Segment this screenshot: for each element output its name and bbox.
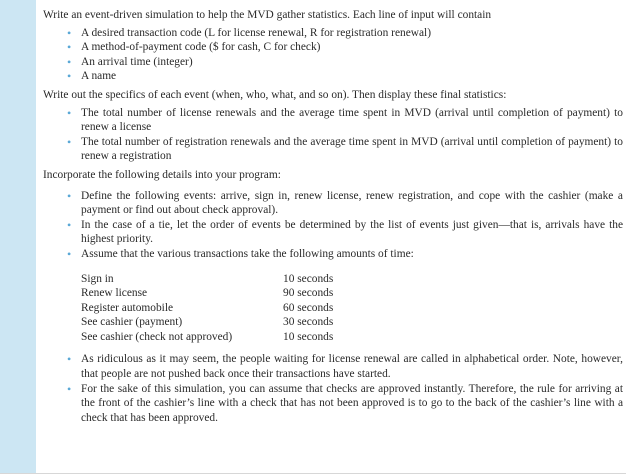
table-row: Renew license 90 seconds: [81, 287, 334, 300]
list-item: • For the sake of this simulation, you can assume that checks are approved instantly. Therefore, the rule for arriving at the front of the cashier’s line with a check that has not been approved is to go to the back of the cashier’s line with a check that has been approved.: [67, 381, 623, 424]
details-list: [43, 189, 623, 262]
bullet-icon: •: [67, 69, 72, 84]
bullet-icon: •: [67, 25, 72, 40]
left-margin-band: [0, 0, 36, 474]
table-row: Register automobile 60 seconds: [81, 301, 334, 314]
specifics-paragraph: Write out the specifics of each event (when, who, what, and so on). Then display these final statistics:: [43, 88, 507, 101]
bullet-icon: •: [67, 352, 72, 367]
exercise-text: [43, 8, 623, 429]
bullet-icon: •: [67, 188, 72, 203]
bullet-icon: •: [67, 246, 72, 261]
list-item: • As ridiculous as it may seem, the people waiting for license renewal are called in alphabetical order. Note, however, that people are not pushed back once their transactions have started.: [67, 352, 623, 381]
final-notes-list: [43, 352, 623, 425]
transaction-time-table: [81, 272, 333, 345]
incorporate-paragraph: Incorporate the following details into your program:: [43, 168, 281, 181]
table-row: See cashier (payment) 30 seconds: [81, 316, 334, 329]
list-item: • The total number of registration renewals and the average time spent in MVD (arrival until completion of payment) to renew a registration: [67, 134, 623, 163]
bullet-icon: •: [67, 54, 72, 69]
bullet-icon: •: [67, 105, 72, 120]
bullet-icon: •: [67, 381, 72, 396]
input-format-list: [43, 26, 623, 84]
list-item: • The total number of license renewals and the average time spent in MVD (arrival until completion of payment) to renew a license: [67, 105, 623, 134]
bullet-icon: •: [67, 134, 72, 149]
list-item: • A desired transaction code (L for license renewal, R for registration renewal): [67, 25, 432, 40]
statistics-list: [43, 106, 623, 164]
list-item: • An arrival time (integer): [67, 54, 193, 69]
list-item: • Assume that the various transactions take the following amounts of time:: [67, 246, 414, 261]
bullet-icon: •: [67, 40, 72, 55]
bullet-icon: •: [67, 217, 72, 232]
list-item: • A name: [67, 69, 117, 84]
list-item: • A method-of-payment code ($ for cash, C for check): [67, 40, 321, 55]
table-row: See cashier (check not approved) 10 seconds: [81, 330, 334, 343]
list-item: • In the case of a tie, let the order of events be determined by the list of events just given—that is, arrivals have the highest priority.: [67, 217, 623, 246]
intro-paragraph: Write an event-driven simulation to help the MVD gather statistics. Each line of input will contain: [43, 9, 492, 21]
table-row: Sign in 10 seconds: [81, 272, 334, 285]
list-item: • Define the following events: arrive, sign in, renew license, renew registration, and cope with the cashier (make a payment or find out about check approval).: [67, 188, 623, 217]
